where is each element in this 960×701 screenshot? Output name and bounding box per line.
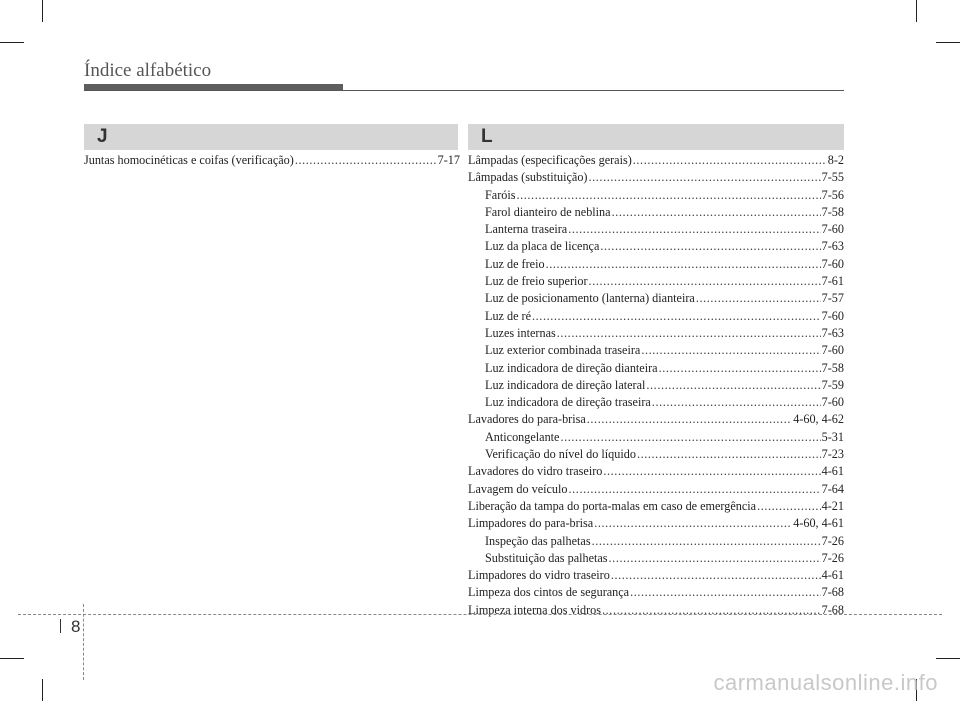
dot-leader: [592, 533, 821, 550]
entry-text: Luz indicadora de direção lateral: [485, 377, 646, 392]
index-entry: [468, 584, 844, 601]
entry-page: 7-63: [821, 325, 844, 340]
entry-page: 7-68: [821, 585, 844, 600]
index-entry: [468, 411, 844, 428]
crop-mark: [0, 42, 24, 43]
entry-text: Lanterna traseira: [485, 222, 568, 237]
entry-text: Faróis: [485, 187, 516, 202]
crop-mark: [42, 0, 43, 22]
dot-leader: [560, 429, 820, 446]
entry-text: Luz de freio superior: [485, 274, 588, 289]
index-subentry: [468, 187, 844, 204]
dot-leader: [295, 152, 437, 169]
dot-leader: [532, 308, 821, 325]
index-entry: [468, 567, 844, 584]
dot-leader: [609, 550, 821, 567]
index-subentry: [468, 342, 844, 359]
footer-dashed-rule: [18, 614, 942, 615]
entry-page: 8-2: [827, 153, 844, 167]
dot-leader: [659, 360, 821, 377]
entry-text: Limpeza interna dos vidros: [468, 602, 602, 617]
entry-text: Juntas homocinéticas e coifas (verificação): [84, 153, 294, 167]
crop-mark: [936, 42, 960, 43]
dot-leader: [516, 187, 820, 204]
crop-mark: [936, 658, 960, 659]
index-entry: [468, 463, 844, 480]
index-subentry: [468, 429, 844, 446]
entry-text: Limpadores do vidro traseiro: [468, 568, 610, 583]
entry-text: Luz indicadora de direção dianteira: [485, 360, 658, 375]
entry-page: 7-60: [821, 222, 844, 237]
index-entry: [468, 152, 844, 169]
index-subentry: [468, 256, 844, 273]
entry-text: Lavagem do veículo: [468, 481, 568, 496]
entry-text: Lavadores do vidro traseiro: [468, 464, 603, 479]
entry-text: Anticongelante: [485, 429, 560, 444]
index-subentry: [468, 550, 844, 567]
section-header-l: [468, 124, 844, 150]
entry-page: 7-23: [821, 447, 844, 462]
dot-leader: [594, 515, 792, 532]
entry-text: Inspeção das palhetas: [485, 533, 591, 548]
dot-leader: [630, 584, 821, 601]
entry-text: Luz de posicionamento (lanterna) dianteira: [485, 291, 695, 306]
entry-page: 7-63: [821, 239, 844, 254]
dot-leader: [633, 152, 827, 169]
dot-leader: [652, 394, 821, 411]
index-entry: [468, 602, 844, 619]
entry-page: 7-26: [821, 533, 844, 548]
dot-leader: [646, 377, 820, 394]
entry-text: Luz da placa de licença: [485, 239, 600, 254]
entry-text: Limpeza dos cintos de segurança: [468, 585, 630, 600]
dot-leader: [589, 273, 821, 290]
dot-leader: [600, 238, 820, 255]
dot-leader: [546, 256, 821, 273]
watermark: carmanualsonline.info: [713, 670, 938, 695]
index-subentry: [468, 394, 844, 411]
index-entry: [468, 498, 844, 515]
entry-page: 7-68: [821, 602, 844, 617]
entry-text: Lavadores do para-brisa: [468, 412, 586, 427]
entry-page: 4-21: [821, 498, 844, 513]
index-subentry: [468, 273, 844, 290]
entry-text: Lâmpadas (especificações gerais): [468, 153, 632, 167]
dot-leader: [637, 446, 821, 463]
crop-mark: [0, 658, 24, 659]
index-entry: [468, 169, 844, 186]
entry-page: 7-61: [821, 274, 844, 289]
entry-page: 4-61: [821, 568, 844, 583]
crop-mark: [42, 679, 43, 701]
entry-page: 7-60: [821, 256, 844, 271]
entry-text: Farol dianteiro de neblina: [485, 204, 611, 219]
section-letter: J: [97, 126, 108, 147]
dot-leader: [569, 481, 821, 498]
entry-page: 4-60, 4-62: [793, 412, 844, 427]
entry-text: Liberação da tampa do porta-malas em caso de emergência: [468, 498, 757, 513]
dot-leader: [557, 325, 821, 342]
entry-page: 7-59: [821, 377, 844, 392]
entry-text: Luz indicadora de direção traseira: [485, 395, 651, 410]
index-subentry: [468, 446, 844, 463]
entry-page: 7-57: [821, 291, 844, 306]
index-entry: [84, 152, 460, 169]
entry-text: Luz de freio: [485, 256, 545, 271]
dot-leader: [588, 169, 820, 186]
index-subentry: [468, 221, 844, 238]
entry-text: Limpadores do para-brisa: [468, 516, 594, 531]
dot-leader: [757, 498, 821, 515]
entry-page: 7-60: [821, 343, 844, 358]
entry-text: Luz exterior combinada traseira: [485, 343, 641, 358]
index-subentry: [468, 533, 844, 550]
index-column-j: [84, 152, 460, 169]
entry-text: Luzes internas: [485, 325, 556, 340]
header-rule: [84, 90, 844, 91]
entry-text: Verificação do nível do líquido: [485, 447, 636, 462]
section-header-j: [84, 124, 458, 150]
crop-mark: [916, 0, 917, 22]
page-number-separator: [60, 619, 61, 633]
entry-page: 5-31: [821, 429, 844, 444]
entry-page: 7-58: [821, 360, 844, 375]
dot-leader: [603, 463, 820, 480]
entry-page: 7-55: [821, 170, 844, 185]
dot-leader: [602, 602, 821, 619]
entry-page: 4-60, 4-61: [793, 516, 844, 531]
page-number-value: 8: [71, 617, 81, 636]
dot-leader: [568, 221, 820, 238]
dot-leader: [587, 411, 792, 428]
entry-page: 7-58: [821, 204, 844, 219]
dot-leader: [696, 290, 821, 307]
page-number: [60, 617, 80, 637]
index-subentry: [468, 238, 844, 255]
section-letter: L: [481, 126, 493, 147]
entry-page: 4-61: [821, 464, 844, 479]
dot-leader: [611, 567, 821, 584]
dot-leader: [641, 342, 820, 359]
entry-text: Substituição das palhetas: [485, 550, 608, 565]
index-column-l: [468, 152, 844, 619]
index-subentry: [468, 377, 844, 394]
entry-text: Lâmpadas (substituição): [468, 170, 588, 185]
entry-page: 7-56: [821, 187, 844, 202]
dot-leader: [612, 204, 821, 221]
index-subentry: [468, 360, 844, 377]
entry-page: 7-60: [821, 308, 844, 323]
index-subentry: [468, 290, 844, 307]
page-title: Índice alfabético: [84, 60, 212, 81]
footer-dashed-vertical-rule: [83, 604, 84, 680]
entry-page: 7-17: [437, 153, 460, 167]
entry-page: 7-60: [821, 395, 844, 410]
index-subentry: [468, 325, 844, 342]
entry-page: 7-64: [821, 481, 844, 496]
index-entry: [468, 481, 844, 498]
index-subentry: [468, 204, 844, 221]
index-subentry: [468, 308, 844, 325]
entry-page: 7-26: [821, 550, 844, 565]
index-entry: [468, 515, 844, 532]
entry-text: Luz de ré: [485, 308, 532, 323]
